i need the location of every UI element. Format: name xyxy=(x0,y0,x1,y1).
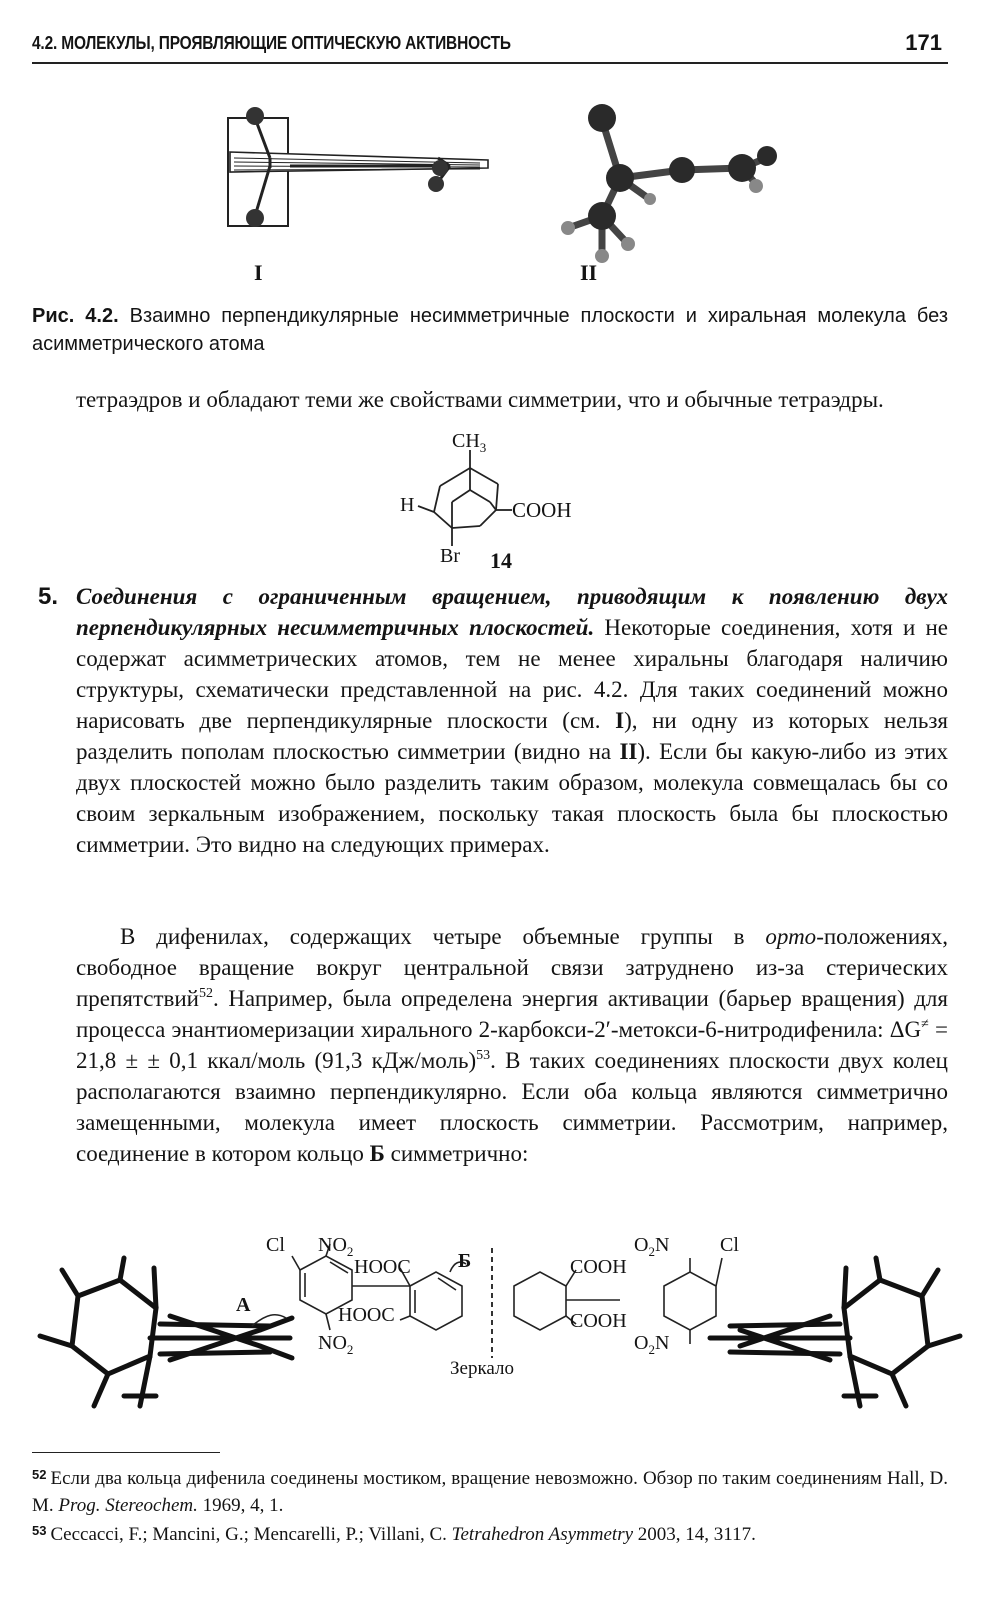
figure-4-2 xyxy=(150,88,870,288)
left-3d-model xyxy=(40,1258,292,1406)
figure-label-I: I xyxy=(254,260,263,285)
o2n-label-right-bottom: $O_2N$ xyxy=(634,1332,670,1357)
footnote-53-journal: Tetrahedron Asymmetry xyxy=(451,1524,634,1545)
caption-label: Рис. 4.2. xyxy=(32,305,119,327)
footnote-52-text: Если два кольца дифенила соединены мостиком, вращение невозможно. Обзор по таким соединениям Hall, D. M. xyxy=(32,1468,948,1516)
mirror-label: Зеркало xyxy=(450,1358,514,1379)
o2n-label-right-top: $O_2N$ xyxy=(634,1234,670,1259)
right-3d-model xyxy=(710,1258,960,1406)
hooc-label-top: HOOC xyxy=(354,1256,411,1278)
neq-symbol: ≠ xyxy=(921,1017,929,1032)
footnote-53-tail: 2003, 14, 3117. xyxy=(633,1524,756,1545)
footnote-53-text: Ceccacci, F.; Mancini, G.; Mencarelli, P.; Villani, C. xyxy=(50,1524,452,1545)
figure-caption xyxy=(32,302,948,358)
diphenyl-text-5: . В таких соединениях плоскости двух колец располагаются взаимно перпендикулярно. Если оба кольца являются симметрично замещенными, молекула имеет плоскость симметрии. Рассмотрим, например, соединение в котором кольцо xyxy=(76,1048,948,1166)
compound-number: 14 xyxy=(490,548,512,573)
section-text-1: Некоторые соединения, хотя и не содержат асимметрических атомов, тем не менее хиральны благодаря наличию структуры, схематически представленной на рис. 4.2. Для таких соединений можно нарисовать две перпендикулярные плоскости (см. xyxy=(76,615,948,733)
footnote-ref-53[interactable]: 53 xyxy=(476,1048,491,1063)
footnote-52-journal: Prog. Stereochem. xyxy=(58,1495,198,1516)
no2-label-left-bottom: $NO_2$ xyxy=(318,1332,354,1357)
ball-stick-model-II xyxy=(561,104,777,263)
compound-14 xyxy=(390,428,610,576)
caption-text: Взаимно перпендикулярные несимметричные плоскости и хиральная молекула без асимметрического атома xyxy=(32,305,948,355)
footnote-52 xyxy=(32,1461,948,1519)
section-heading: Соединения с ограниченным вращением, приводящим к появлению двух перпендикулярных несимметричных плоскостей. xyxy=(76,584,948,640)
ch3-label: $CH_3$ xyxy=(452,430,487,455)
ring-b-label: Б xyxy=(369,1141,385,1166)
paragraph-tetrahedra: тетраэдров и обладают теми же свойствами симметрии, что и обычные тетраэдры. xyxy=(76,387,884,412)
footnote-number-52: 52 xyxy=(32,1467,47,1482)
ring-b-figure-label: Б xyxy=(458,1250,472,1272)
cooh-label-top: COOH xyxy=(570,1256,627,1278)
ref-II: II xyxy=(619,739,638,764)
mirror-figure-drawing xyxy=(30,1228,970,1438)
diphenyl-text-2: -положениях, свободное вращение вокруг центральной связи затруднено из-за стерических препятствий xyxy=(76,924,948,1011)
h-label: H xyxy=(400,494,415,516)
footnote-number-53: 53 xyxy=(32,1523,47,1538)
section-5-paragraph xyxy=(38,581,948,860)
planes-diagram-I xyxy=(228,107,488,227)
diphenyl-paragraph xyxy=(76,921,948,1169)
diphenyl-text-4: = 21,8 ± ± 0,1 ккал/моль (91,3 кДж/моль) xyxy=(76,1017,948,1073)
diphenyl-text-1: В дифенилах, содержащих четыре объемные группы в xyxy=(120,924,766,949)
cooh-label-bottom: COOH xyxy=(570,1310,627,1332)
footnote-53 xyxy=(32,1517,948,1548)
cl-label-right: Cl xyxy=(720,1234,739,1256)
footnote-52-tail: 1969, 4, 1. xyxy=(197,1495,284,1516)
figure-label-II: II xyxy=(580,260,598,285)
section-title: 4.2. МОЛЕКУЛЫ, ПРОЯВЛЯЮЩИЕ ОПТИЧЕСКУЮ АКТИВНОСТЬ xyxy=(32,33,511,53)
section-text-2: ), ни одну из которых нельзя разделить пополам плоскостью симметрии (видно на xyxy=(76,708,948,764)
diphenyl-text-3: . Например, была определена энергия активации (барьер вращения) для процесса энантиомеризации хирального 2-карбокси-2′-метокси-6-нитродифенила: ΔG xyxy=(76,986,948,1042)
section-number: 5. xyxy=(38,583,59,610)
ring-a-figure-label: A xyxy=(236,1294,251,1316)
ref-I: I xyxy=(615,708,625,733)
ortho-term: орто xyxy=(765,924,817,949)
footnote-divider xyxy=(32,1452,220,1453)
section-text-3: ). Если бы какую-либо из этих двух плоскостей можно было разделить таким образом, молекула совмещалась бы со своим зеркальным изображением, поскольку такая плоскость была бы плоскостью симметрии. Это видно на следующих примерах. xyxy=(76,739,948,857)
figure-4-2-drawing xyxy=(150,88,870,288)
no2-label-left-top: $NO_2$ xyxy=(318,1234,354,1259)
cl-label-left: Cl xyxy=(266,1234,285,1256)
footnote-ref-52[interactable]: 52 xyxy=(198,986,213,1001)
mirror-figure xyxy=(30,1228,970,1438)
diphenyl-text-6: симметрично: xyxy=(384,1141,529,1166)
cooh-label: COOH xyxy=(512,498,572,522)
br-label: Br xyxy=(440,545,460,567)
hooc-label-bottom: HOOC xyxy=(338,1304,395,1326)
page-number: 171 xyxy=(905,30,942,55)
running-head xyxy=(32,28,948,64)
